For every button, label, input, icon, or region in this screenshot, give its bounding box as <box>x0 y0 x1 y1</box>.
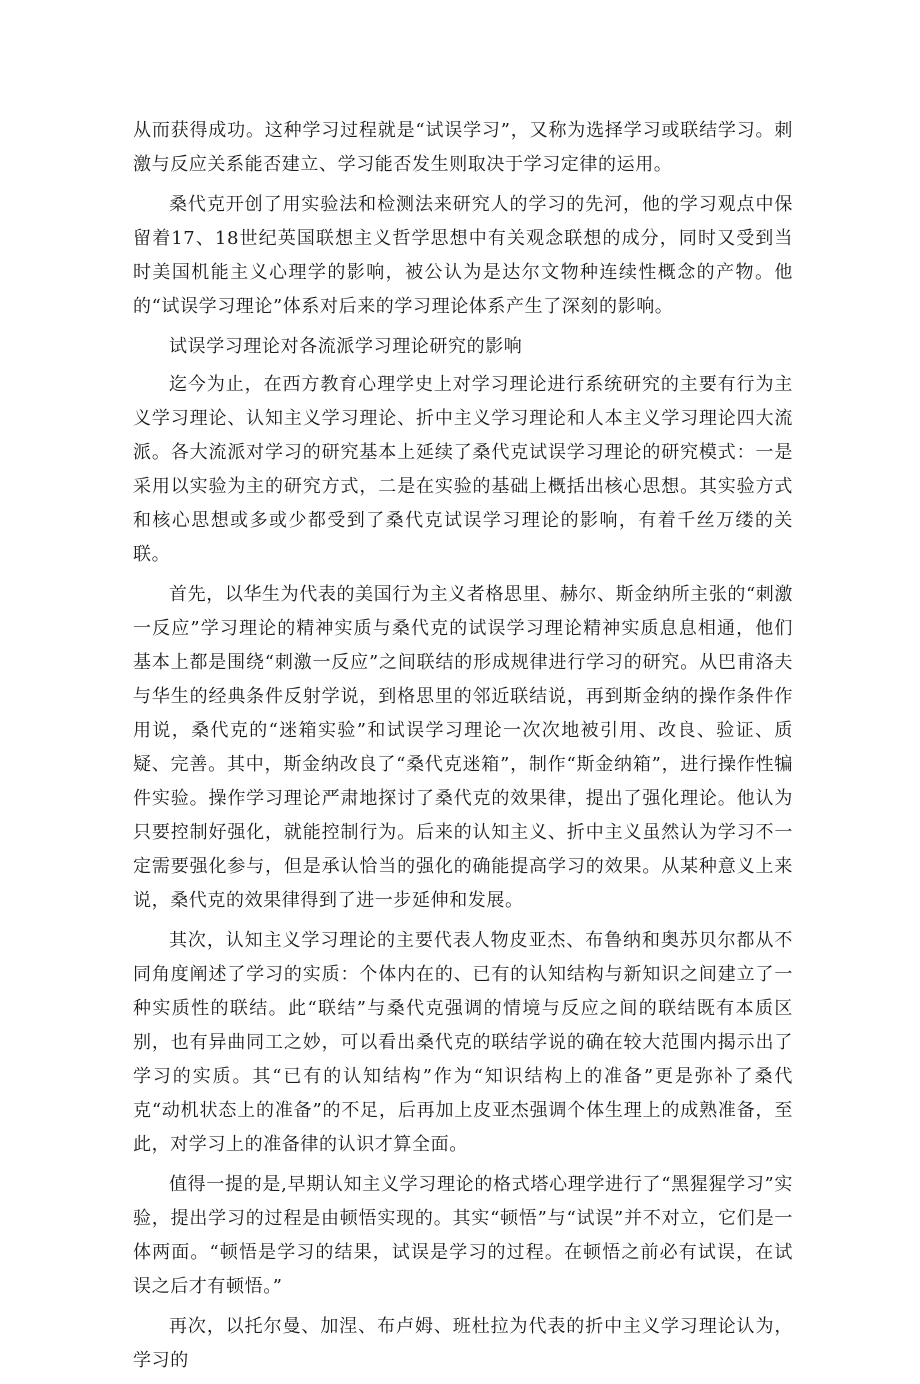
paragraph-eclectic: 再次，以托尔曼、加涅、布卢姆、班杜拉为代表的折中主义学习理论认为，学习的 <box>133 1316 793 1371</box>
paragraph-four-schools: 迄今为止，在西方教育心理学史上对学习理论进行系统研究的主要有行为主义学习理论、认知主义学习理论、折中主义学习理论和人本主义学习理论四大流派。各大流派对学习的研究基本上延续了桑代克试误学习理论的研究模式：一是采用以实验为主的研究方式，二是在实验的基础上概括出核心思想。其实验方式和核心思想或多或少都受到了桑代克试误学习理论的影响，有着千丝万缕的关联。 <box>133 374 793 565</box>
document-body <box>133 114 793 1384</box>
section-heading: 试误学习理论对各流派学习理论研究的影响 <box>169 336 523 357</box>
paragraph-thorndike-pioneer: 桑代克开创了用实验法和检测法来研究人的学习的先河，他的学习观点中保留着17、18世纪英国联想主义哲学思想中有关观念联想的成分，同时又受到当时美国机能主义心理学的影响，被公认为是达尔文物种连续性概念的产物。他的“试误学习理论”体系对后来的学习理论体系产生了深刻的影响。 <box>133 194 793 317</box>
paragraph-continuation: 从而获得成功。这种学习过程就是“试误学习”，又称为选择学习或联结学习。刺激与反应关系能否建立、学习能否发生则取决于学习定律的运用。 <box>133 120 793 175</box>
paragraph-gestalt: 值得一提的是,早期认知主义学习理论的格式塔心理学进行了“黑猩猩学习”实验，提出学习的过程是由顿悟实现的。其实“顿悟”与“试误”并不对立，它们是一体两面。“顿悟是学习的结果，试误是学习的过程。在顿悟之前必有试误，在试误之后才有顿悟。” <box>133 1174 793 1297</box>
paragraph-cognitivism: 其次，认知主义学习理论的主要代表人物皮亚杰、布鲁纳和奥苏贝尔都从不同角度阐述了学习的实质：个体内在的、已有的认知结构与新知识之间建立了一种实质性的联结。此“联结”与桑代克强调的情境与反应之间的联结既有本质区别，也有异曲同工之妙，可以看出桑代克的联结学说的确在较大范围内揭示出了学习的实质。其“已有的认知结构”作为“知识结构上的准备”更是弥补了桑代克“动机状态上的准备”的不足，后再加上皮亚杰强调个体生理上的成熟准备，至此，对学习上的准备律的认识才算全面。 <box>133 930 793 1155</box>
paragraph-behaviorism: 首先，以华生为代表的美国行为主义者格思里、赫尔、斯金纳所主张的“刺激一反应”学习理论的精神实质与桑代克的试误学习理论精神实质息息相通，他们基本上都是围绕“刺激一反应”之间联结的形成规律进行学习的研究。从巴甫洛夫与华生的经典条件反射学说，到格思里的邻近联结说，再到斯金纳的操作条件作用说，桑代克的“迷箱实验”和试误学习理论一次次地被引用、改良、验证、质疑、完善。其中，斯金纳改良了“桑代克迷箱”，制作“斯金纳箱”，进行操作性犏件实验。操作学习理论严肃地探讨了桑代克的效果律，提出了强化理论。他认为只要控制好强化，就能控制行为。后来的认知主义、折中主义虽然认为学习不一定需要强化参与，但是承认恰当的强化的确能提高学习的效果。从某种意义上来说，桑代克的效果律得到了进一步延伸和发展。 <box>133 584 793 911</box>
